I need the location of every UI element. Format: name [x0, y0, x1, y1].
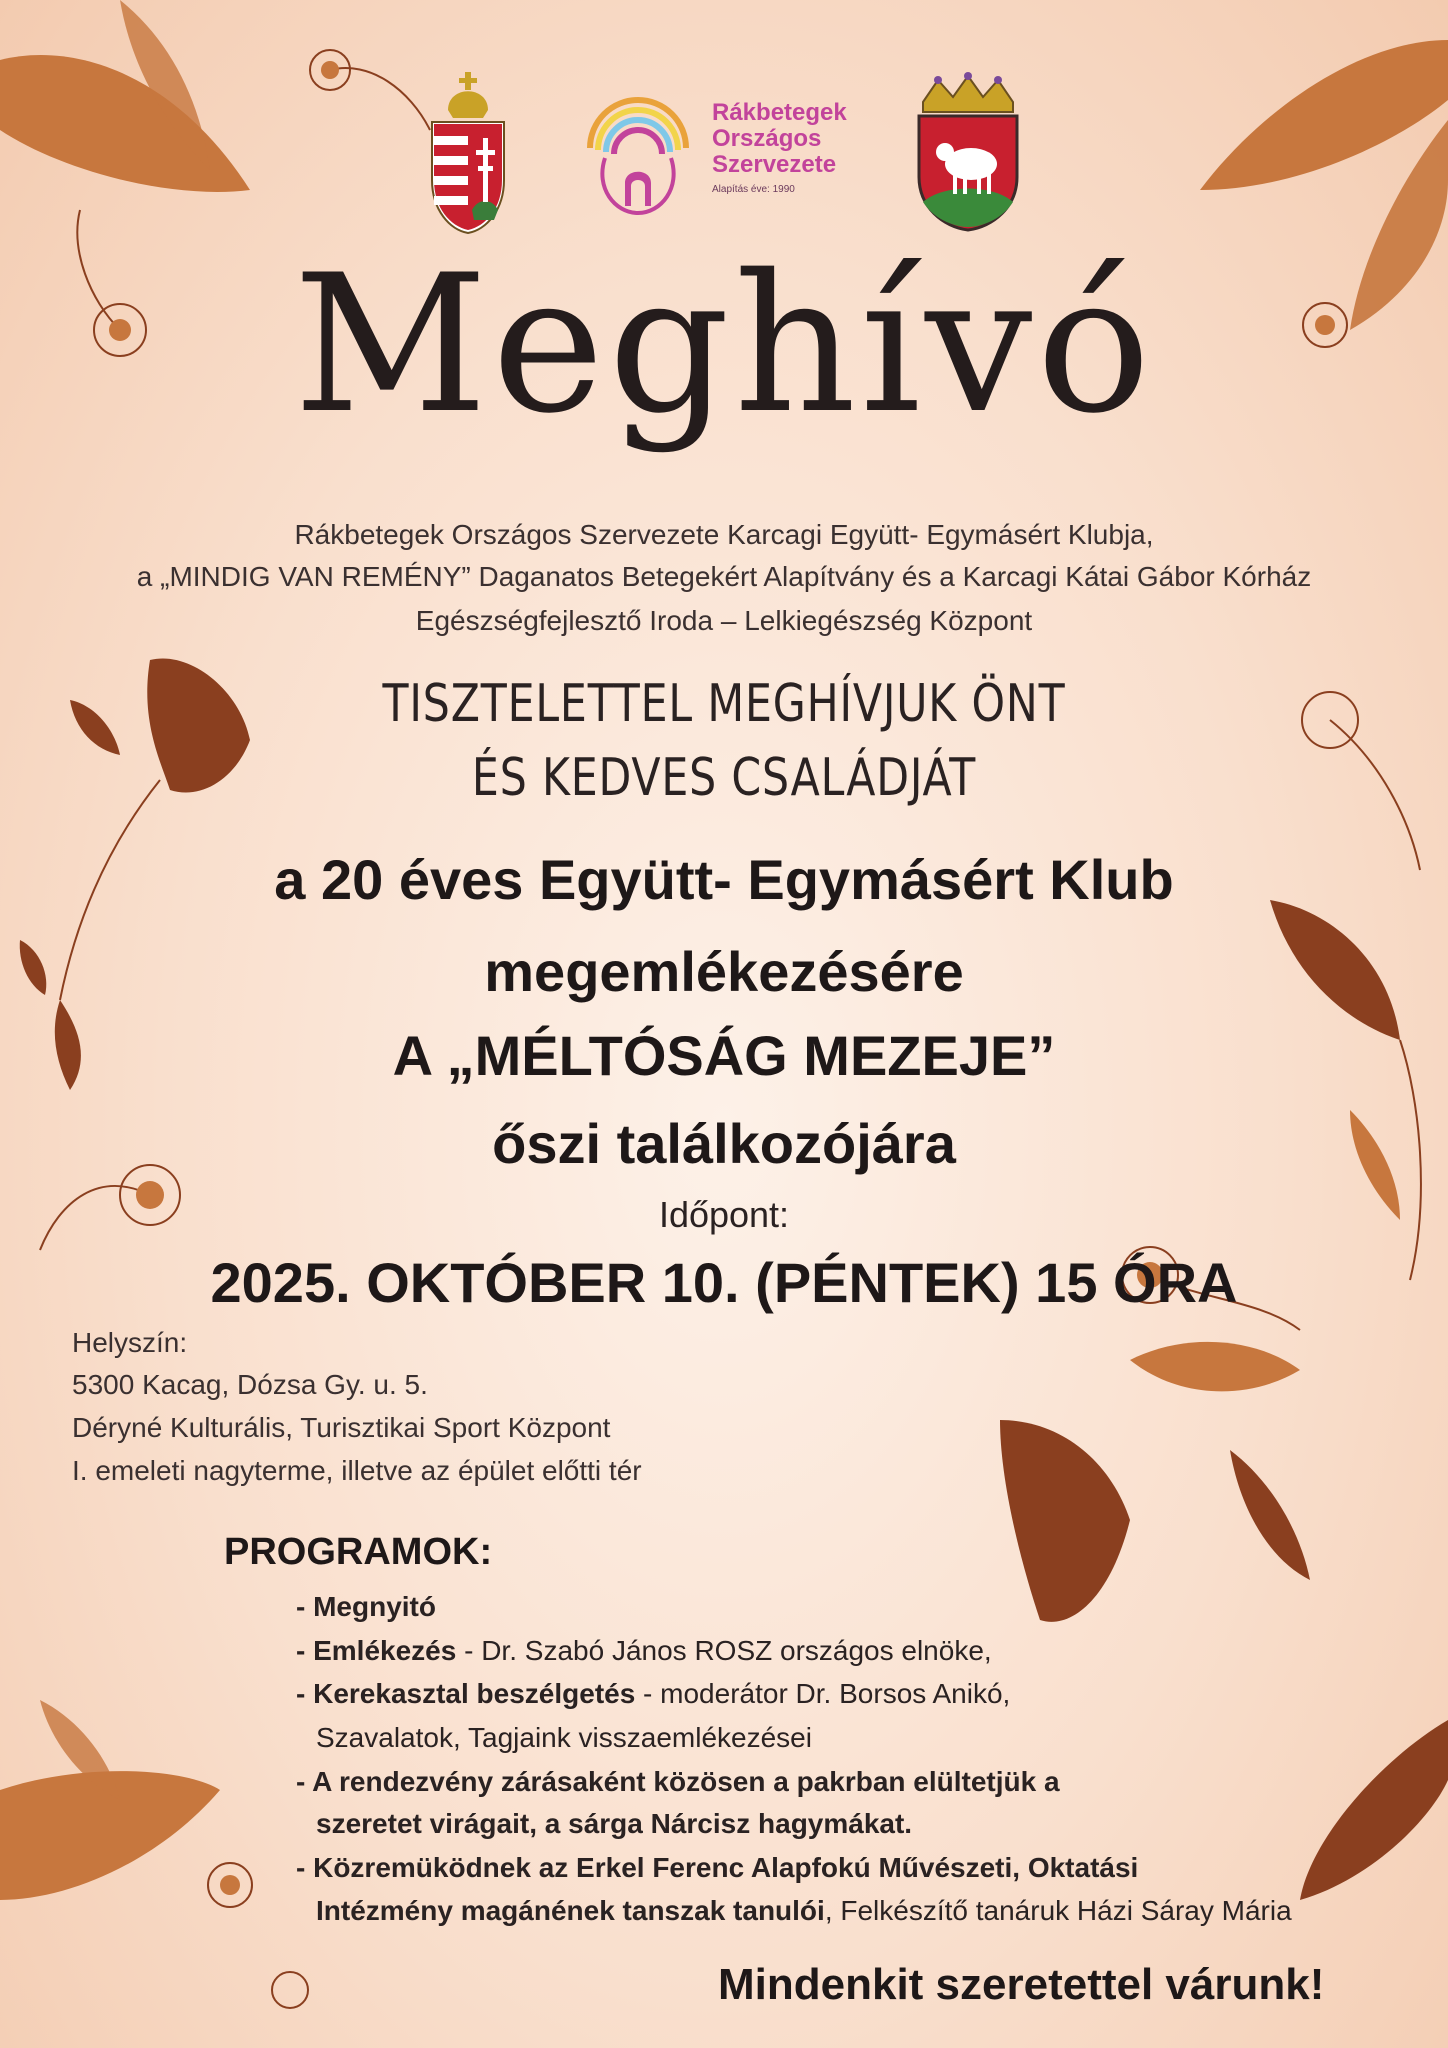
rosz-name-line-3: Szervezete: [712, 151, 837, 178]
location-room: I. emeleti nagyterme, illetve az épület előtti tér: [72, 1455, 642, 1486]
invitation-line-1: TISZTELETTEL MEGHÍVJUK ÖNT: [382, 674, 1066, 734]
rosz-name-line-2: Országos: [712, 125, 822, 152]
event-line-4: őszi találkozójára: [492, 1112, 956, 1175]
location-venue: Déryné Kulturális, Turisztikai Sport Központ: [72, 1412, 611, 1443]
event-date: 2025. OKTÓBER 10. (PÉNTEK) 15 ÓRA: [210, 1251, 1238, 1314]
hungarian-coat-of-arms-icon: [428, 70, 508, 235]
program-item-bold: - Megnyitó: [296, 1591, 436, 1622]
organizer-line-1: Rákbetegek Országos Szervezete Karcagi Együtt- Egymásért Klubja,: [294, 519, 1154, 550]
program-item-bold: - A rendezvény zárásaként közösen a pakrban elültetjük a: [296, 1766, 1060, 1797]
event-line-3: A „MÉLTÓSÁG MEZEJE”: [392, 1024, 1056, 1087]
program-item-bold: - Emlékezés: [296, 1635, 457, 1666]
program-item-rest: , Felkészítő tanáruk Házi Sáray Mária: [824, 1895, 1292, 1926]
program-item-bold: Intézmény magánének tanszak tanulói: [316, 1895, 825, 1926]
rosz-founded: Alapítás éve: 1990: [712, 184, 795, 195]
program-item: [316, 1803, 912, 1845]
location-address: 5300 Kacag, Dózsa Gy. u. 5.: [72, 1369, 428, 1400]
program-item: [296, 1761, 1060, 1803]
closing-message: Mindenkit szeretettel várunk!: [718, 1960, 1325, 2009]
programs-heading: PROGRAMOK:: [224, 1531, 493, 1573]
program-item-rest: Szavalatok, Tagjaink visszaemlékezései: [316, 1722, 812, 1753]
rosz-logo-text: [712, 100, 902, 198]
program-item: [316, 1717, 812, 1759]
program-item: [296, 1586, 436, 1628]
program-item: [296, 1673, 1010, 1715]
program-item: [296, 1630, 992, 1672]
invitation-line-2: ÉS KEDVES CSALÁDJÁT: [471, 748, 977, 808]
rosz-name-line-1: Rákbetegek: [712, 99, 847, 126]
time-label: Időpont:: [658, 1194, 790, 1235]
program-item: [296, 1847, 1138, 1889]
event-line-1: a 20 éves Együtt- Egymásért Klub: [274, 848, 1174, 911]
program-item-rest: - moderátor Dr. Borsos Anikó,: [635, 1678, 1011, 1709]
program-item-bold: - Kerekasztal beszélgetés: [296, 1678, 636, 1709]
page-title: Meghívó: [293, 234, 1155, 455]
organizer-line-3: Egészségfejlesztő Iroda – Lelkiegészség Központ: [415, 605, 1033, 636]
program-item-bold: szeretet virágait, a sárga Nárcisz hagymákat.: [316, 1808, 913, 1839]
program-item: [316, 1890, 1292, 1932]
location-label: Helyszín:: [72, 1327, 188, 1358]
event-line-2: megemlékezésére: [484, 940, 964, 1003]
karcag-coat-of-arms-icon: [913, 72, 1023, 232]
rosz-rainbow-logo-icon: [585, 88, 691, 218]
program-item-rest: - Dr. Szabó János ROSZ országos elnöke,: [456, 1635, 992, 1666]
organizer-line-2: a „MINDIG VAN REMÉNY” Daganatos Betegekért Alapítvány és a Karcagi Kátai Gábor Kórház: [136, 561, 1312, 592]
program-item-bold: - Közremüködnek az Erkel Ferenc Alapfokú Művészeti, Oktatási: [296, 1852, 1139, 1883]
